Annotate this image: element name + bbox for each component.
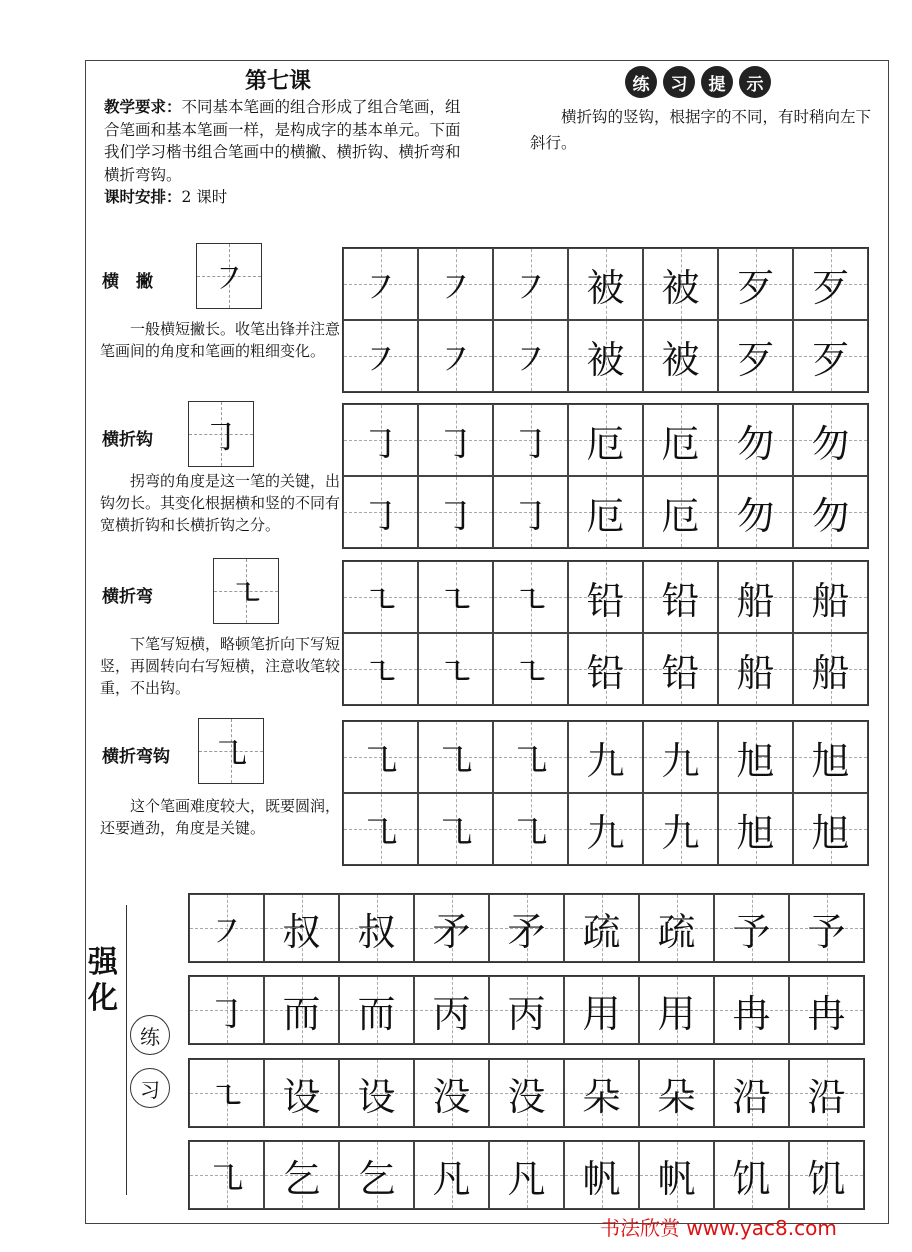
grid-char: 乞 [357, 1156, 396, 1201]
grid-char: ㇇ [361, 337, 400, 382]
stroke-sample-box [213, 558, 279, 624]
grid-char: 丙 [507, 991, 546, 1036]
grid-cell [789, 1141, 864, 1209]
grid-char: 而 [357, 991, 396, 1036]
practice-grid [342, 247, 869, 393]
stroke-sample-glyph: ㇈ [212, 733, 249, 775]
grid-cell [418, 476, 493, 548]
grid-char: ㇆ [511, 421, 550, 466]
grid-char: 矛 [507, 909, 546, 954]
grid-char: 没 [432, 1074, 471, 1119]
grid-char: ㇇ [511, 337, 550, 382]
grid-cell [643, 633, 718, 705]
stroke-name: 横折弯 [102, 587, 153, 607]
grid-char: 设 [282, 1074, 321, 1119]
tips-heading [625, 66, 771, 98]
grid-cell [418, 633, 493, 705]
grid-cell [639, 1059, 714, 1127]
grid-cell [489, 976, 564, 1044]
grid-char: ㇈ [207, 1156, 246, 1201]
grid-cell [343, 404, 418, 476]
requirements-label: 教学要求： [104, 97, 182, 116]
grid-char: 铅 [586, 650, 625, 695]
grid-char: 船 [736, 578, 775, 623]
grid-cell [493, 404, 568, 476]
strengthen-grid-row [188, 1058, 865, 1128]
grid-cell [718, 476, 793, 548]
grid-cell [189, 1059, 264, 1127]
schedule-label: 课时安排： [104, 187, 182, 206]
grid-cell [493, 721, 568, 793]
stroke-description: 这个笔画难度较大，既要圆润，还要遒劲，角度是关键。 [100, 797, 341, 837]
grid-cell [568, 633, 643, 705]
grid-char: 用 [582, 991, 621, 1036]
grid-char: ㇈ [511, 738, 550, 783]
grid-cell [493, 476, 568, 548]
grid-cell [718, 633, 793, 705]
grid-char: ㇍ [207, 1074, 246, 1119]
grid-cell [189, 894, 264, 962]
stroke-name: 横 撇 [102, 272, 153, 292]
grid-char: 帆 [582, 1156, 621, 1201]
grid-char: 歹 [811, 337, 850, 382]
grid-cell [343, 633, 418, 705]
grid-char: 被 [661, 337, 700, 382]
grid-char: 饥 [732, 1156, 771, 1201]
watermark: 书法欣赏 www.yac8.com [600, 1216, 837, 1240]
grid-cell [793, 404, 868, 476]
grid-cell [493, 320, 568, 392]
grid-char: 勿 [736, 421, 775, 466]
grid-char: 予 [807, 909, 846, 954]
grid-cell [339, 1059, 414, 1127]
grid-char: ㇈ [361, 810, 400, 855]
practice-badge-char: 练 [130, 1015, 170, 1055]
grid-char: 叔 [282, 909, 321, 954]
grid-cell [414, 894, 489, 962]
grid-char: 旭 [736, 738, 775, 783]
grid-char: 歹 [736, 337, 775, 382]
grid-cell [643, 248, 718, 320]
grid-cell [493, 793, 568, 865]
grid-cell [568, 561, 643, 633]
strengthen-grid-row [188, 975, 865, 1045]
grid-cell [264, 894, 339, 962]
grid-cell [418, 561, 493, 633]
stroke-sample-glyph: ㇆ [202, 416, 239, 458]
grid-cell [793, 633, 868, 705]
grid-char: ㇈ [436, 810, 475, 855]
grid-cell [793, 320, 868, 392]
grid-cell [264, 976, 339, 1044]
grid-char: 厄 [586, 493, 625, 538]
tips-heading-char: 习 [663, 66, 695, 98]
stroke-description: 一般横短撇长。收笔出锋并注意笔画间的角度和笔画的粗细变化。 [100, 320, 341, 360]
grid-cell [643, 404, 718, 476]
requirements-text: 不同基本笔画的组合形成了组合笔画，组合笔画和基本笔画一样，是构成字的基本单元。下面我们学习楷书组合笔画中的横撇、横折钩、横折弯和横折弯钩。 [104, 98, 461, 184]
grid-char: 予 [732, 909, 771, 954]
grid-char: 铅 [586, 578, 625, 623]
grid-char: 设 [357, 1074, 396, 1119]
grid-char: 疏 [582, 909, 621, 954]
grid-char: 沿 [807, 1074, 846, 1119]
grid-char: 被 [661, 265, 700, 310]
grid-char: ㇆ [436, 421, 475, 466]
grid-char: 用 [657, 991, 696, 1036]
practice-grid [342, 403, 869, 549]
grid-cell [568, 320, 643, 392]
grid-char: 被 [586, 265, 625, 310]
grid-char: ㇆ [361, 493, 400, 538]
grid-cell [414, 976, 489, 1044]
stroke-sample-box [196, 243, 262, 309]
grid-cell [714, 1059, 789, 1127]
grid-cell [418, 793, 493, 865]
stroke-name: 横折钩 [102, 430, 153, 450]
grid-cell [564, 1141, 639, 1209]
stroke-sample-box [188, 401, 254, 467]
grid-char: ㇈ [361, 738, 400, 783]
grid-char: ㇍ [511, 650, 550, 695]
grid-char: 旭 [736, 810, 775, 855]
grid-cell [643, 320, 718, 392]
grid-cell [343, 320, 418, 392]
grid-cell [493, 248, 568, 320]
grid-cell [793, 793, 868, 865]
grid-cell [714, 1141, 789, 1209]
grid-cell [564, 976, 639, 1044]
grid-cell [643, 476, 718, 548]
grid-char: 乞 [282, 1156, 321, 1201]
grid-cell [493, 561, 568, 633]
grid-char: ㇆ [436, 493, 475, 538]
grid-cell [489, 1141, 564, 1209]
grid-cell [493, 633, 568, 705]
grid-cell [264, 1059, 339, 1127]
stroke-sample-box [198, 718, 264, 784]
grid-char: 勿 [736, 493, 775, 538]
grid-cell [568, 248, 643, 320]
practice-grid [342, 720, 869, 866]
grid-char: ㇈ [436, 738, 475, 783]
grid-char: 沿 [732, 1074, 771, 1119]
tips-heading-char: 练 [625, 66, 657, 98]
grid-cell [718, 404, 793, 476]
lesson-title: 第七课 [245, 68, 312, 94]
grid-cell [568, 721, 643, 793]
grid-char: 而 [282, 991, 321, 1036]
grid-char: ㇆ [511, 493, 550, 538]
grid-cell [643, 721, 718, 793]
grid-cell [718, 721, 793, 793]
grid-cell [714, 894, 789, 962]
lesson-requirements [104, 96, 474, 209]
grid-char: ㇍ [436, 650, 475, 695]
grid-cell [564, 894, 639, 962]
strengthen-grid-row [188, 893, 865, 963]
tips-heading-char: 提 [701, 66, 733, 98]
grid-char: 船 [736, 650, 775, 695]
grid-cell [339, 976, 414, 1044]
grid-char: 冉 [807, 991, 846, 1036]
schedule-text: 2 课时 [181, 188, 228, 206]
grid-cell [564, 1059, 639, 1127]
grid-char: 歹 [811, 265, 850, 310]
grid-cell [718, 793, 793, 865]
grid-char: ㇆ [207, 991, 246, 1036]
grid-char: 凡 [432, 1156, 471, 1201]
grid-cell [343, 793, 418, 865]
grid-char: 铅 [661, 578, 700, 623]
grid-char: 九 [586, 738, 625, 783]
grid-char: 旭 [811, 810, 850, 855]
practice-badge-char: 习 [130, 1068, 170, 1108]
grid-char: 船 [811, 578, 850, 623]
grid-char: 厄 [661, 493, 700, 538]
grid-char: 没 [507, 1074, 546, 1119]
grid-char: 铅 [661, 650, 700, 695]
grid-char: ㇇ [207, 909, 246, 954]
grid-char: ㇇ [511, 265, 550, 310]
grid-cell [418, 320, 493, 392]
grid-char: 凡 [507, 1156, 546, 1201]
grid-cell [489, 894, 564, 962]
grid-cell [339, 894, 414, 962]
grid-cell [718, 320, 793, 392]
grid-cell [343, 721, 418, 793]
grid-cell [639, 894, 714, 962]
grid-char: 矛 [432, 909, 471, 954]
grid-cell [793, 248, 868, 320]
grid-char: ㇇ [436, 337, 475, 382]
tips-heading-char: 示 [739, 66, 771, 98]
grid-cell [793, 721, 868, 793]
practice-grid [342, 560, 869, 706]
grid-char: 勿 [811, 493, 850, 538]
grid-char: ㇇ [436, 265, 475, 310]
grid-char: ㇍ [361, 578, 400, 623]
grid-char: 九 [661, 738, 700, 783]
grid-char: ㇇ [361, 265, 400, 310]
grid-char: 冉 [732, 991, 771, 1036]
grid-char: ㇍ [361, 650, 400, 695]
grid-char: ㇍ [511, 578, 550, 623]
grid-cell [789, 1059, 864, 1127]
grid-cell [264, 1141, 339, 1209]
grid-cell [789, 976, 864, 1044]
grid-char: 厄 [586, 421, 625, 466]
grid-char: 九 [586, 810, 625, 855]
grid-char: 被 [586, 337, 625, 382]
grid-cell [718, 561, 793, 633]
grid-cell [714, 976, 789, 1044]
grid-char: 帆 [657, 1156, 696, 1201]
stroke-description: 下笔写短横，略顿笔折向下写短竖，再圆转向右写短横，注意收笔较重，不出钩。 [100, 635, 341, 697]
grid-cell [418, 404, 493, 476]
grid-cell [639, 1141, 714, 1209]
grid-cell [568, 793, 643, 865]
practice-divider [126, 905, 127, 1195]
strengthen-grid-row [188, 1140, 865, 1210]
grid-char: 九 [661, 810, 700, 855]
grid-cell [414, 1141, 489, 1209]
grid-cell [568, 404, 643, 476]
stroke-description: 拐弯的角度是这一笔的关键，出钩勿长。其变化根据横和竖的不同有宽横折钩和长横折钩之分。 [100, 472, 341, 534]
grid-char: 勿 [811, 421, 850, 466]
grid-char: 旭 [811, 738, 850, 783]
grid-char: 朵 [582, 1074, 621, 1119]
grid-cell [793, 476, 868, 548]
grid-cell [414, 1059, 489, 1127]
grid-cell [418, 721, 493, 793]
grid-cell [639, 976, 714, 1044]
grid-char: ㇈ [511, 810, 550, 855]
grid-cell [568, 476, 643, 548]
stroke-name: 横折弯钩 [102, 747, 170, 767]
grid-char: 船 [811, 650, 850, 695]
grid-char: 疏 [657, 909, 696, 954]
grid-cell [189, 1141, 264, 1209]
tips-text: 横折钩的竖钩，根据字的不同，有时稍向左下斜行。 [530, 108, 872, 152]
grid-char: 朵 [657, 1074, 696, 1119]
stroke-sample-glyph: ㇇ [210, 258, 247, 300]
grid-char: 厄 [661, 421, 700, 466]
grid-cell [643, 561, 718, 633]
grid-cell [643, 793, 718, 865]
grid-char: 叔 [357, 909, 396, 954]
grid-char: 饥 [807, 1156, 846, 1201]
grid-char: ㇆ [361, 421, 400, 466]
grid-cell [418, 248, 493, 320]
stroke-sample-glyph: ㇍ [227, 573, 264, 615]
grid-cell [189, 976, 264, 1044]
grid-char: 歹 [736, 265, 775, 310]
grid-cell [343, 561, 418, 633]
practice-title: 强化 [88, 945, 118, 1016]
grid-cell [339, 1141, 414, 1209]
grid-char: ㇍ [436, 578, 475, 623]
grid-char: 丙 [432, 991, 471, 1036]
grid-cell [718, 248, 793, 320]
grid-cell [489, 1059, 564, 1127]
grid-cell [789, 894, 864, 962]
grid-cell [343, 476, 418, 548]
grid-cell [343, 248, 418, 320]
grid-cell [793, 561, 868, 633]
